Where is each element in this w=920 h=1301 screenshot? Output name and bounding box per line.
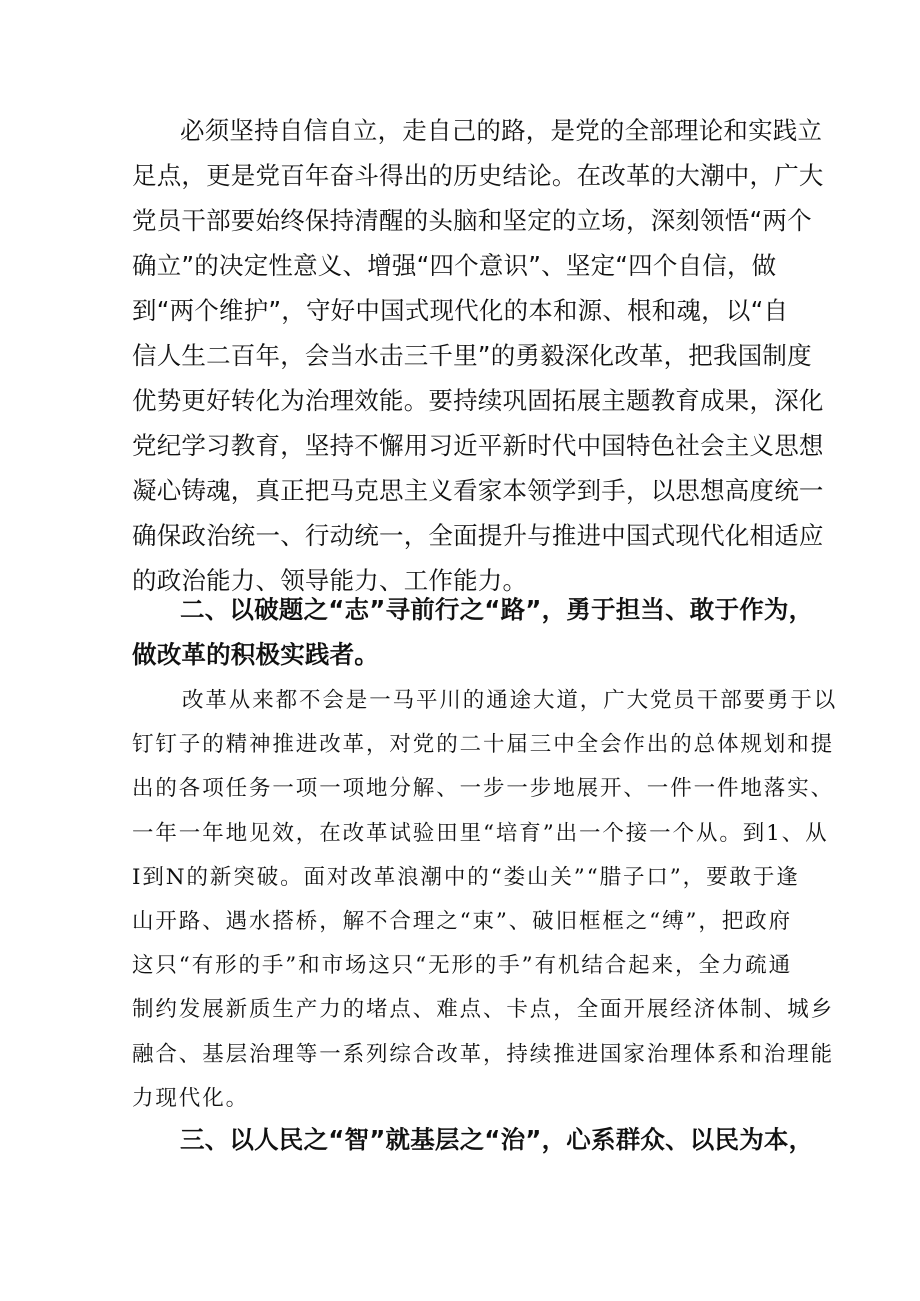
heading-line: 二、以破题之“志”寻前行之“路”，勇于担当、敢于作为，	[180, 595, 814, 624]
text-line: 党纪学习教育，坚持不懈用习近平新时代中国特色社会主义思想	[132, 431, 824, 460]
text-line: 制约发展新质生产力的堵点、难点、卡点，全面开展经济体制、城乡	[132, 997, 835, 1023]
text-line: 融合、基层治理等一系列综合改革，持续推进国家治理体系和治理能	[132, 1041, 835, 1067]
text-line: 必须坚持自信自立，走自己的路，是党的全部理论和实践立	[180, 116, 823, 145]
text-line: 确立”的决定性意义、增强“四个意识”、坚定“四个自信，做	[132, 251, 777, 280]
paragraph-reform-practice	[132, 679, 838, 1121]
text-line: 山开路、遇水搭桥，解不合理之“束”、破旧框框之“缚”，把政府	[132, 909, 792, 935]
text-line: 凝心铸魂，真正把马克思主义看家本领学到手，以思想高度统一	[132, 476, 824, 505]
text-line: 优势更好转化为治理效能。要持续巩固拓展主题教育成果，深化	[132, 386, 824, 415]
text-line: 足点，更是党百年奋斗得出的历史结论。在改革的大潮中，广大	[132, 161, 824, 190]
section-heading-two	[132, 587, 814, 677]
text-line: 的政治能力、领导能力、工作能力。	[132, 566, 528, 595]
heading-line: 做改革的积极实践者。	[132, 640, 379, 669]
text-line: 党员干部要始终保持清醒的头脑和坚定的立场，深刻领悟“两个	[132, 206, 812, 235]
section-heading-three	[132, 1117, 814, 1162]
text-line: 钉钉子的精神推进改革，对党的二十届三中全会作出的总体规划和提	[132, 732, 835, 758]
paragraph-self-reliance	[132, 108, 824, 603]
text-line: 确保政治统一、行动统一，全面提升与推进中国式现代化相适应	[132, 521, 824, 550]
text-line: 出的各项任务一项一项地分解、一步一步地展开、一件一件地落实、	[132, 776, 835, 802]
heading-line: 三、以人民之“智”就基层之“治”，心系群众、以民为本，	[180, 1125, 814, 1154]
text-line: 改革从来都不会是一马平川的通途大道，广大党员干部要勇于以	[182, 688, 838, 713]
text-line: I到N的新突破。面对改革浪潮中的“娄山关”“腊子口”，要敢于逢	[132, 864, 800, 890]
text-line: 到“两个维护”，守好中国式现代化的本和源、根和魂，以“自	[132, 296, 789, 325]
text-line: 一年一年地见效，在改革试验田里“培育”出一个接一个从。到1、从	[132, 820, 829, 846]
text-line: 力现代化。	[132, 1085, 250, 1111]
text-line: 这只“有形的手”和市场这只“无形的手”有机结合起来，全力疏通	[132, 953, 792, 979]
text-line: 信人生二百年，会当水击三千里”的勇毅深化改革，把我国制度	[132, 341, 812, 370]
